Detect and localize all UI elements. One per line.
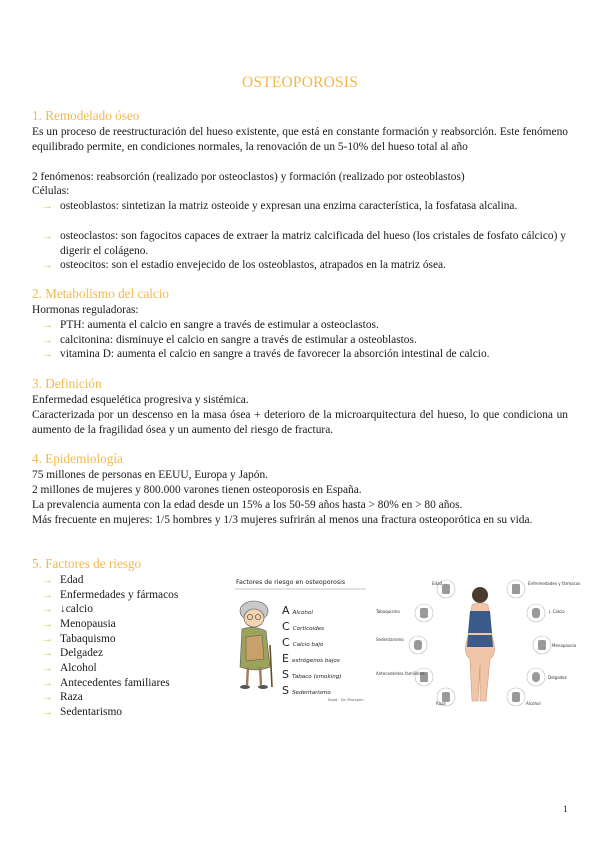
section4-line1: 75 millones de personas en EEUU, Europa y Japón. (32, 469, 268, 481)
factor-item: → Delgadez (42, 647, 104, 659)
figure-label: Sedentarismo (376, 637, 404, 642)
factor-item: → Edad (42, 574, 84, 586)
arrow-icon: → (42, 677, 53, 689)
section3-line1: Enfermedad esquelética progresiva y sistémica. (32, 394, 249, 406)
page-number: 1 (563, 805, 568, 815)
bullet-osteocitos: → osteocitos: son el estadio envejecido de los osteoblastos, atrapados en la matriz ósea. (42, 259, 446, 271)
factor-item: → Raza (42, 691, 83, 703)
arrow-icon: → (42, 589, 53, 601)
mnemonic-row: S Tabaco (smoking) (282, 668, 342, 681)
bullet-osteoclastos: → osteoclastos: son fagocitos capaces de extraer la matriz calcificada del hueso (los cristales de fosfato cálcico) y digerir el colágeno. (42, 230, 566, 257)
section3-line2: Caracterizada por un descenso en la masa ósea + deterioro de la microarquitectura del hueso, lo que condiciona un aumento de la fragilidad ósea y un aumento del riesgo de fractura. (32, 409, 568, 436)
bullet-vitamina-d: → vitamina D: aumenta el calcio en sangre a través de favorecer la absorción intestinal de calcio. (42, 348, 490, 360)
section1-paragraph: Es un proceso de reestructuración del hueso existente, que está en constante formación y reabsorción. Este fenómeno equilibrado permite, en condiciones normales, la renovación de un 5-10% del hueso total al año (32, 126, 568, 153)
figure-label: ↓ Calcio (548, 609, 565, 614)
risk-factors-body-figure (376, 575, 581, 709)
factor-item: → Antecedentes familiares (42, 677, 170, 689)
figure-label: Delgadez (548, 675, 567, 680)
arrow-icon: → (42, 618, 53, 630)
arrow-icon: → (42, 348, 53, 360)
factor-item: → Alcohol (42, 662, 97, 674)
factor-item: → ↓calcio (42, 603, 93, 615)
mnemonic-row: Eestrógenos bajos (282, 652, 340, 665)
arrow-icon: → (42, 200, 53, 212)
section1-cells-label: Células: (32, 185, 70, 197)
mnemonic-row: S Sedentarismo (282, 684, 331, 697)
mnemonic-row: A Alcohol (282, 604, 313, 617)
bullet-calcitonina: → calcitonina: disminuye el calcio en sangre a través de estimular a osteoblastos. (42, 334, 417, 346)
mnemonic-row: C Calcio bajo (282, 636, 324, 649)
arrow-icon: → (42, 633, 53, 645)
figure-label: Menopausia (552, 643, 577, 648)
arrow-icon: → (42, 603, 53, 615)
figure-label: Tabaquismo (376, 609, 400, 614)
section4-line2: 2 millones de mujeres y 800.000 varones tienen osteoporosis en España. (32, 484, 362, 496)
figure-label: Enfermedades y fármacos (528, 581, 581, 586)
arrow-icon: → (42, 706, 53, 718)
section-heading-remodelado: 1. Remodelado óseo (32, 108, 140, 123)
arrow-icon: → (42, 334, 53, 346)
woman-silhouette-icon (376, 575, 570, 709)
arrow-icon: → (42, 319, 53, 331)
section2-intro: Hormonas reguladoras: (32, 304, 139, 316)
arrow-icon: → (42, 691, 53, 703)
factor-item: → Tabaquismo (42, 633, 116, 645)
figure-label: Antecedentes familiares (376, 671, 425, 676)
arrow-icon: → (42, 662, 53, 674)
figure-label: Edad (432, 581, 443, 586)
section-heading-metabolismo: 2. Metabolismo del calcio (32, 286, 169, 301)
arrow-icon: → (42, 259, 53, 271)
section4-line4: Más frecuente en mujeres: 1/5 hombres y 1/3 mujeres sufrirán al menos una fractura osteoporótica en su vida. (32, 514, 533, 526)
mnemonic-row: C Corticoides (282, 620, 325, 633)
section-heading-definicion: 3. Definición (32, 376, 102, 391)
figure-label: Raza (436, 701, 446, 706)
section4-line3: La prevalencia aumenta con la edad desde un 15% a los 50-59 años hasta > 80% en > 80 años. (32, 499, 463, 511)
arrow-icon: → (42, 574, 53, 586)
risk-factors-mnemonic-figure (232, 575, 372, 707)
arrow-icon: → (42, 230, 53, 242)
arrow-icon: → (42, 647, 53, 659)
section-heading-epidemiologia: 4. Epidemiología (32, 451, 123, 466)
factor-item: → Sedentarismo (42, 706, 123, 718)
figure-label: Alcohol (526, 701, 541, 706)
factor-item: → Enfermedades y fármacos (42, 589, 179, 601)
factor-item: → Menopausia (42, 618, 116, 630)
figure-credit: Sajid · Dr. Mursalin (328, 697, 364, 702)
bullet-pth: → PTH: aumenta el calcio en sangre a través de estimular a osteoclastos. (42, 319, 379, 331)
figure-title: Factores de riesgo en osteoporosis (236, 579, 346, 586)
document-title: OSTEOPOROSIS (241, 74, 359, 91)
section1-phenomena: 2 fenómenos: reabsorción (realizado por osteoclastos) y formación (realizado por osteoblastos) (32, 171, 465, 183)
section-heading-factores: 5. Factores de riesgo (32, 556, 142, 571)
bullet-osteoblastos: → osteoblastos: sintetizan la matriz osteoide y expresan una enzima característica, la fosfatasa alcalina. (42, 200, 518, 212)
